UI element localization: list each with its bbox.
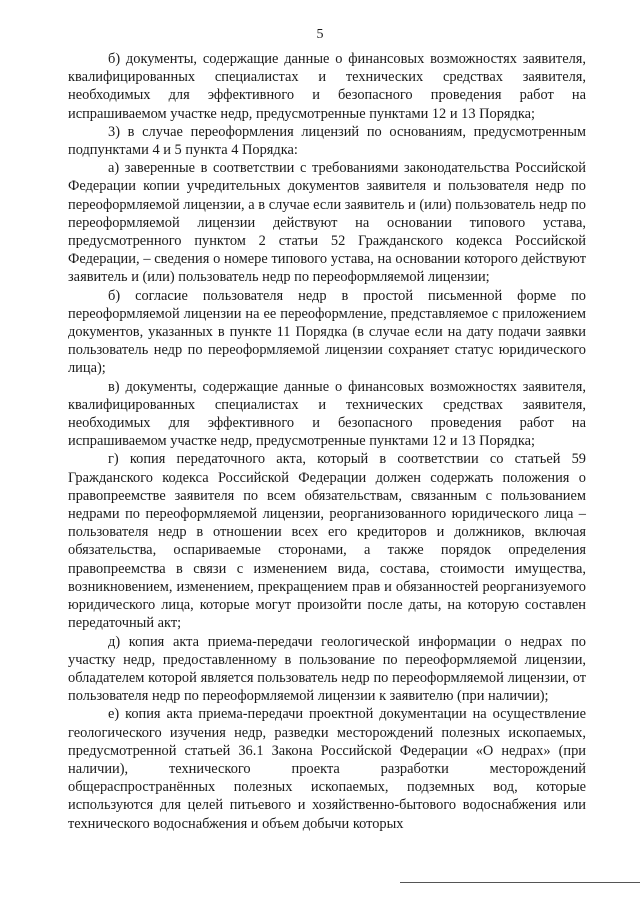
paragraph-a-founding-documents: а) заверенные в соответствии с требованиями законодательства Российской Федерации копии учредительных документов заявителя и пользователя недр по переоформляемой лицензии, а в случае если заявитель и (или) пользователь недр по переоформляемой лицензии действуют на основании типового устава, предусмотренного пунктом 2 статьи 52 Гражданского кодекса Российской Федерации, – сведения о номере типового устава, на основании которого действуют заявитель и (или) пользователь недр по переоформляемой лицензии;: [68, 160, 586, 286]
paragraph-3-reissue-case: 3) в случае переоформления лицензий по основаниям, предусмотренным подпунктами 4 и 5 пункта 4 Порядка:: [68, 123, 586, 159]
document-body: [68, 50, 586, 833]
paragraph-b-consent: б) согласие пользователя недр в простой письменной форме по переоформляемой лицензии на ее переоформление, представляемое с приложением документов, указанных в пункте 11 Порядка (в случае если на дату подачи заявки пользователь недр по переоформляемой лицензии сохраняет статус юридического лица);: [68, 287, 586, 377]
paragraph-b-financial-documents: б) документы, содержащие данные о финансовых возможностях заявителя, квалифицированных специалистах и технических средствах заявителя, необходимых для эффективного и безопасного проведения работ на испрашиваемом участке недр, предусмотренные пунктами 12 и 13 Порядка;: [68, 51, 586, 122]
footer-rule: [400, 882, 640, 883]
page-number: 5: [316, 27, 324, 42]
paragraph-v-financial-documents: в) документы, содержащие данные о финансовых возможностях заявителя, квалифицированных специалистах и технических средствах заявителя, необходимых для эффективного и безопасного проведения работ на испрашиваемом участке недр, предусмотренные пунктами 12 и 13 Порядка;: [68, 378, 586, 450]
paragraph-g-transfer-act: г) копия передаточного акта, который в соответствии со статьей 59 Гражданского кодекса Российской Федерации должен содержать положения о правопреемстве заявителя по всем обязательствам, связанным с пользованием недрами по переоформляемой лицензии, реорганизованного юридического лица – пользователя недр в отношении всех его кредиторов и должников, включая обязательства, оспариваемые сторонами, а также порядок определения правопреемства в связи с изменением вида, состава, стоимости имущества, возникновением, изменением, прекращением прав и обязанностей реорганизуемого юридического лица, которые могут произойти после даты, на которую составлен передаточный акт;: [68, 451, 586, 632]
paragraph-e-project-documentation-act: е) копия акта приема-передачи проектной документации на осуществление геологического изучения недр, разведки месторождений полезных ископаемых, предусмотренной статьей 36.1 Закона Российской Федерации «О недрах» (при наличии), технического проекта разработки месторождений общераспространённых полезных ископаемых, подземных вод, которые используются для целей питьевого и хозяйственно-бытового водоснабжения или технического водоснабжения и объем добычи которых: [68, 706, 586, 832]
paragraph-d-geological-info-act: д) копия акта приема-передачи геологической информации о недрах по участку недр, предоставленному в пользование по переоформляемой лицензии, обладателем которой является пользователь недр по переоформляемой лицензии, от пользователя недр по переоформляемой лицензии к заявителю (при наличии);: [68, 633, 586, 705]
